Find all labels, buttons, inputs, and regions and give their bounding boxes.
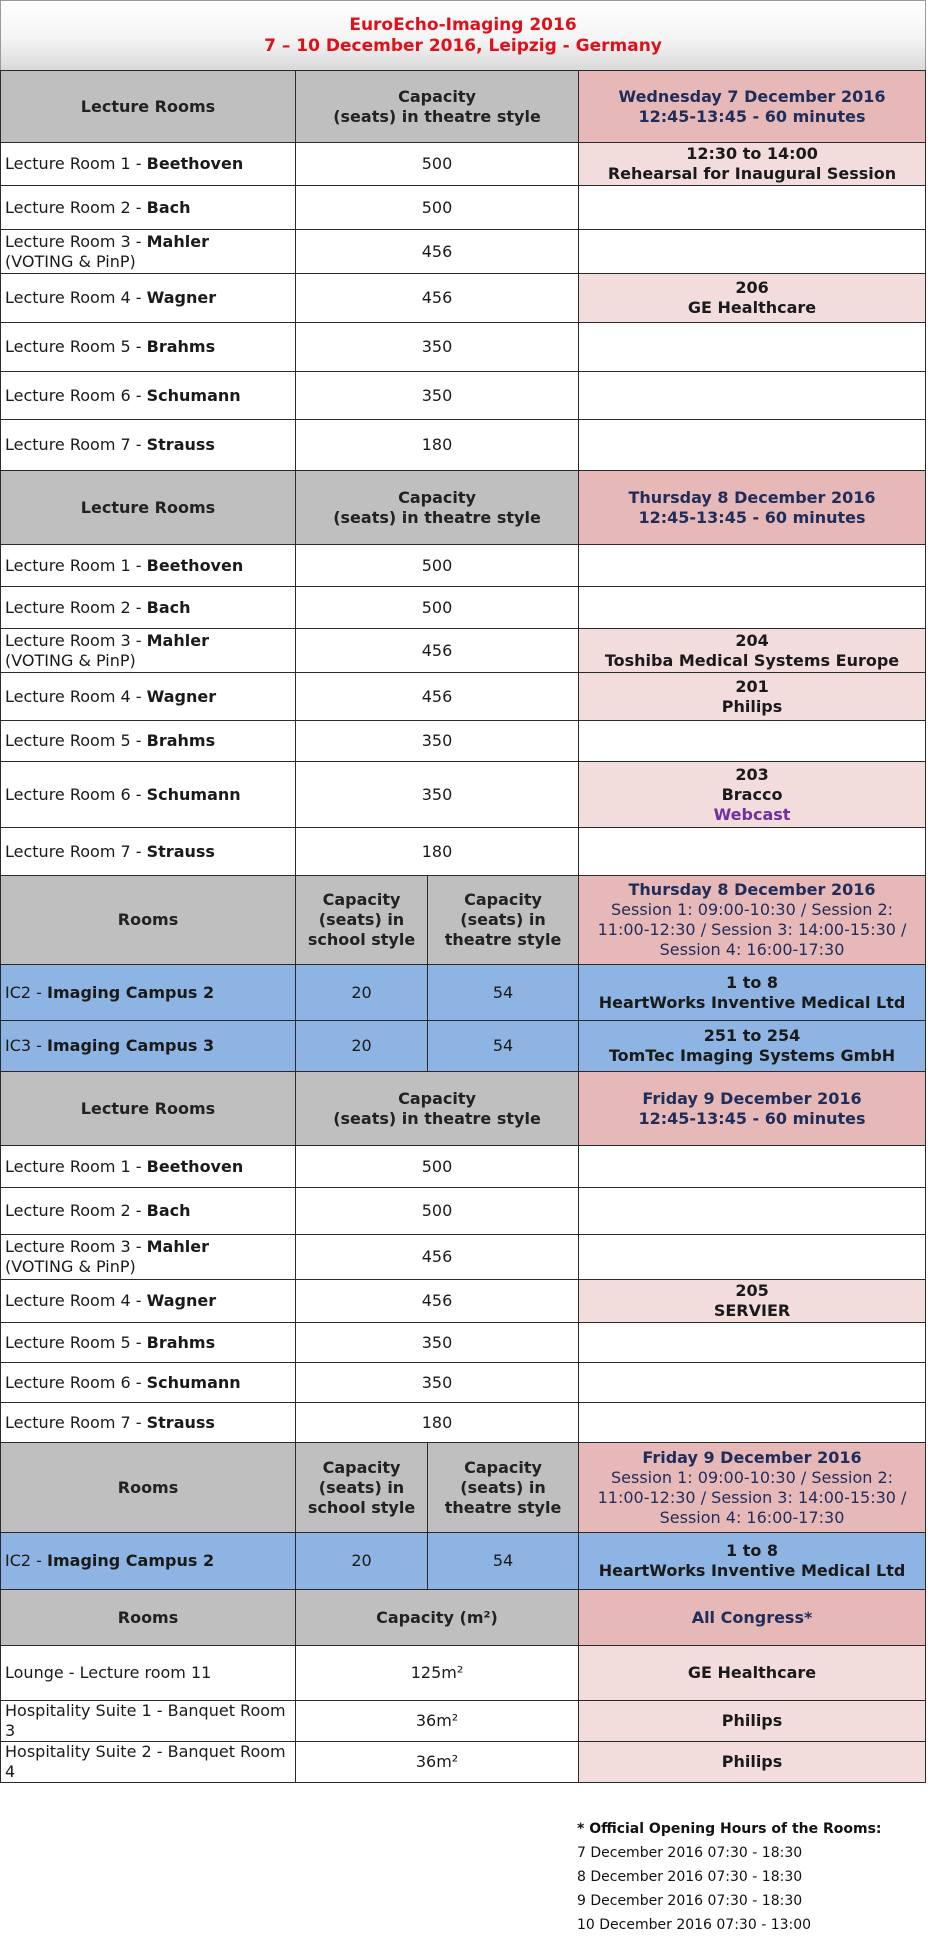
wed-room-row (1, 143, 926, 186)
session-cell (579, 1363, 926, 1403)
session-cell (579, 1323, 926, 1363)
room-name: Imaging Campus 2 (47, 1551, 215, 1570)
thu_campus-campus-row (1, 1021, 926, 1072)
capacity-theatre: 54 (428, 965, 579, 1021)
wed-room-row (1, 186, 926, 230)
room-label (5, 198, 291, 218)
room-capacity: 500 (296, 1146, 579, 1188)
session-cell (579, 587, 926, 629)
room-prefix: Lecture Room 7 - (5, 841, 147, 861)
col-rooms: Rooms (1, 876, 296, 965)
room-prefix: Lecture Room 7 - (5, 435, 147, 454)
room-capacity: 180 (296, 420, 579, 471)
room-prefix: Lecture Room 4 - (5, 1291, 147, 1310)
room-name-cell (1, 143, 296, 186)
venue-name: Hospitality Suite 1 - Banquet Room 3 (1, 1701, 296, 1742)
session-number: 251 to 254 (703, 1026, 801, 1045)
room-name: Brahms (146, 1332, 216, 1352)
fri_campus-campus-row (1, 1533, 926, 1590)
venue-capacity: 36m² (296, 1701, 579, 1742)
col-capacity (296, 71, 579, 143)
session-number: 203 (735, 764, 769, 784)
room-capacity: 500 (296, 186, 579, 230)
session-cell (579, 1533, 926, 1590)
session-cell (579, 545, 926, 587)
all-congress-row (1, 1701, 926, 1742)
event-title: EuroEcho-Imaging 2016 (349, 15, 577, 35)
webcast-label: Webcast (713, 804, 791, 824)
room-capacity: 350 (296, 1323, 579, 1363)
event-dates: 7 – 10 December 2016, Leipzig - Germany (264, 36, 662, 56)
venue-name: Hospitality Suite 2 - Banquet Room 4 (1, 1742, 296, 1783)
room-name: Beethoven (146, 555, 244, 575)
room-name-cell (1, 230, 296, 274)
capacity-school: 20 (296, 1021, 428, 1072)
room-prefix: Lecture Room 5 - (5, 337, 147, 356)
room-name-cell (1, 1323, 296, 1363)
wed-date-header (579, 71, 926, 143)
room-label (5, 1333, 291, 1353)
session-sponsor: HeartWorks Inventive Medical Ltd (598, 992, 906, 1012)
room-prefix: IC3 - (5, 1036, 48, 1055)
room-note: (VOTING & PinP) (5, 1257, 136, 1276)
venue-name: Lounge - Lecture room 11 (1, 1646, 296, 1701)
wed-room-row (1, 372, 926, 420)
session-cell (579, 143, 926, 186)
opening-hours-line: 7 December 2016 07:30 - 18:30 (577, 1845, 803, 1861)
wed-room-row (1, 420, 926, 471)
room-prefix: Lecture Room 2 - (5, 1201, 147, 1220)
venue-sponsor: Philips (579, 1742, 926, 1783)
room-capacity: 456 (296, 1280, 579, 1323)
session-sponsor: HeartWorks Inventive Medical Ltd (598, 1561, 906, 1580)
session-sponsor: Philips (721, 696, 783, 716)
room-name-cell (1, 420, 296, 471)
room-label (5, 631, 291, 651)
room-prefix: Lecture Room 2 - (5, 597, 147, 617)
room-name-cell (1, 1146, 296, 1188)
venue-capacity: 125m² (296, 1646, 579, 1701)
capacity-label-2: (seats) in theatre style (333, 1108, 541, 1128)
room-name: Mahler (146, 630, 209, 650)
fri_campus-header-row (1, 1443, 926, 1533)
thu_campus-campus-row (1, 965, 926, 1021)
opening-hours-line: 9 December 2016 07:30 - 18:30 (577, 1893, 803, 1909)
col-capacity-school: Capacity (seats) in school style (296, 1443, 428, 1533)
fri-date: Friday 9 December 2016 (642, 1088, 862, 1108)
session-number: 1 to 8 (725, 1541, 779, 1560)
thu-room-row (1, 673, 926, 721)
room-name-cell (1, 323, 296, 372)
venue-sponsor: GE Healthcare (579, 1646, 926, 1701)
thu-room-row (1, 762, 926, 828)
room-name: Wagner (146, 686, 217, 706)
col-capacity-theatre: Capacity (seats) in theatre style (428, 876, 579, 965)
room-prefix: Lecture Room 3 - (5, 630, 147, 650)
fri-room-row (1, 1403, 926, 1443)
room-capacity: 350 (296, 762, 579, 828)
session-cell (579, 762, 926, 828)
room-name: Imaging Campus 2 (47, 982, 215, 1002)
thu-room-row (1, 587, 926, 629)
room-name-cell (1, 372, 296, 420)
room-name: Bach (146, 597, 191, 617)
room-prefix: Lecture Room 4 - (5, 686, 147, 706)
room-label (5, 1291, 291, 1311)
venue-sponsor: Philips (579, 1701, 926, 1742)
session-cell (579, 323, 926, 372)
room-prefix: Lecture Room 5 - (5, 1332, 147, 1352)
col-lecture-rooms: Lecture Rooms (1, 471, 296, 545)
room-label (5, 1373, 291, 1393)
room-name: Bach (146, 197, 191, 217)
room-name: Imaging Campus 3 (47, 1036, 215, 1055)
event-header (0, 0, 926, 71)
room-name: Wagner (146, 1291, 217, 1310)
thu-date: Thursday 8 December 2016 (628, 487, 876, 507)
session-cell (579, 1146, 926, 1188)
session-cell (579, 673, 926, 721)
room-name-cell (1, 1403, 296, 1443)
room-label (5, 785, 291, 805)
all-congress-header: All Congress* (579, 1590, 926, 1646)
all-congress-row (1, 1646, 926, 1701)
room-name-cell (1, 587, 296, 629)
session-cell (579, 721, 926, 762)
session-sponsor: SERVIER (713, 1301, 791, 1320)
room-name: Mahler (146, 231, 209, 251)
room-prefix: Lecture Room 6 - (5, 784, 147, 804)
room-name: Wagner (146, 288, 217, 307)
room-prefix: IC2 - (5, 982, 48, 1002)
room-name: Beethoven (146, 154, 244, 173)
col-capacity (296, 1072, 579, 1146)
room-prefix: Lecture Room 1 - (5, 1156, 147, 1176)
room-label (5, 556, 291, 576)
fri-date-header (579, 1072, 926, 1146)
thu-room-row (1, 828, 926, 876)
room-name: Schumann (146, 385, 241, 405)
capacity-theatre: 54 (428, 1021, 579, 1072)
room-name-cell (1, 274, 296, 323)
room-name: Strauss (146, 435, 215, 454)
room-name: Schumann (146, 1372, 241, 1392)
room-name: Strauss (146, 841, 215, 861)
wed-room-row (1, 274, 926, 323)
thu_campus-date-header (579, 876, 926, 965)
room-name-cell (1, 1280, 296, 1323)
col-capacity (296, 471, 579, 545)
room-capacity: 180 (296, 1403, 579, 1443)
session-number: 204 (735, 630, 769, 650)
session-sponsor: Toshiba Medical Systems Europe (604, 650, 900, 670)
room-capacity: 500 (296, 143, 579, 186)
thu-header-row (1, 471, 926, 545)
wed-header-row (1, 71, 926, 143)
room-name-cell (1, 1235, 296, 1280)
all-congress-row (1, 1742, 926, 1783)
room-name-cell (1, 629, 296, 673)
room-label (5, 1237, 291, 1257)
thu-time: 12:45-13:45 - 60 minutes (638, 507, 866, 527)
room-prefix: Lecture Room 2 - (5, 197, 147, 217)
room-capacity: 456 (296, 673, 579, 721)
col-lecture-rooms: Lecture Rooms (1, 1072, 296, 1146)
room-name: Bach (146, 1201, 191, 1220)
room-prefix: Lecture Room 1 - (5, 555, 147, 575)
col-lecture-rooms: Lecture Rooms (1, 71, 296, 143)
room-label (5, 232, 291, 252)
session-cell (579, 274, 926, 323)
session-cell (579, 1403, 926, 1443)
room-label (5, 435, 291, 455)
session-sponsor: Bracco (721, 784, 783, 804)
session-cell (579, 1280, 926, 1323)
room-label (5, 386, 291, 406)
room-capacity: 456 (296, 1235, 579, 1280)
campus-room-cell (1, 965, 296, 1021)
opening-hours-line: 8 December 2016 07:30 - 18:30 (577, 1869, 803, 1885)
session-cell (579, 372, 926, 420)
wed-time: 12:45-13:45 - 60 minutes (638, 106, 866, 126)
room-label (5, 842, 291, 862)
thu_campus-sessions: Session 1: 09:00-10:30 / Session 2: 11:00-12:30 / Session 3: 14:00-15:30 / Session 4: 16:00-17:30 (597, 900, 907, 959)
session-cell (579, 186, 926, 230)
opening-hours-footnote (577, 1817, 917, 1937)
capacity-theatre: 54 (428, 1533, 579, 1590)
room-capacity: 500 (296, 587, 579, 629)
session-sponsor: TomTec Imaging Systems GmbH (608, 1046, 896, 1065)
room-name-cell (1, 545, 296, 587)
room-name-cell (1, 673, 296, 721)
campus-room-cell (1, 1533, 296, 1590)
room-label (5, 598, 291, 618)
room-name: Brahms (146, 731, 216, 750)
session-sponsor: GE Healthcare (687, 298, 817, 317)
wed-date: Wednesday 7 December 2016 (618, 86, 886, 106)
room-prefix: Lecture Room 6 - (5, 385, 147, 405)
col-rooms: Rooms (1, 1443, 296, 1533)
room-prefix: Lecture Room 4 - (5, 288, 147, 307)
capacity-label-1: Capacity (398, 487, 476, 507)
room-prefix: Lecture Room 5 - (5, 731, 147, 750)
col-capacity-school: Capacity (seats) in school style (296, 876, 428, 965)
room-note: (VOTING & PinP) (5, 650, 136, 670)
room-capacity: 350 (296, 721, 579, 762)
session-number: 1 to 8 (725, 972, 779, 992)
room-prefix: Lecture Room 3 - (5, 231, 147, 251)
thu-room-row (1, 545, 926, 587)
col-capacity-theatre: Capacity (seats) in theatre style (428, 1443, 579, 1533)
room-name: Strauss (146, 1412, 215, 1432)
session-cell (579, 230, 926, 274)
col-rooms: Rooms (1, 1590, 296, 1646)
room-label (5, 731, 291, 751)
room-label (5, 337, 291, 357)
room-capacity: 500 (296, 545, 579, 587)
room-name-cell (1, 1188, 296, 1235)
fri_campus-date: Friday 9 December 2016 (642, 1447, 862, 1467)
col-capacity-m2: Capacity (m²) (296, 1590, 579, 1646)
capacity-label-1: Capacity (398, 1088, 476, 1108)
room-name-cell (1, 1363, 296, 1403)
capacity-label-1: Capacity (398, 86, 476, 106)
capacity-label-2: (seats) in theatre style (333, 106, 541, 126)
thu_campus-header-row (1, 876, 926, 965)
fri-room-row (1, 1280, 926, 1323)
room-schedule-table (0, 70, 926, 1783)
room-name: Brahms (146, 337, 216, 356)
room-prefix: Lecture Room 7 - (5, 1412, 147, 1432)
session-cell (579, 629, 926, 673)
session-number: 12:30 to 14:00 (686, 144, 818, 163)
session-cell (579, 965, 926, 1021)
room-prefix: Lecture Room 6 - (5, 1372, 147, 1392)
room-name-cell (1, 828, 296, 876)
session-cell (579, 1188, 926, 1235)
fri-room-row (1, 1188, 926, 1235)
room-name-cell (1, 186, 296, 230)
room-capacity: 350 (296, 1363, 579, 1403)
room-label (5, 687, 291, 707)
room-capacity: 456 (296, 230, 579, 274)
room-capacity: 180 (296, 828, 579, 876)
room-capacity: 350 (296, 372, 579, 420)
venue-capacity: 36m² (296, 1742, 579, 1783)
session-sponsor: Rehearsal for Inaugural Session (607, 164, 897, 183)
room-label (5, 154, 291, 174)
thu-room-row (1, 629, 926, 673)
room-capacity: 456 (296, 274, 579, 323)
session-cell (579, 420, 926, 471)
session-cell (579, 828, 926, 876)
fri-room-row (1, 1323, 926, 1363)
capacity-school: 20 (296, 965, 428, 1021)
room-name-cell (1, 762, 296, 828)
opening-hours-title: * Official Opening Hours of the Rooms: (577, 1821, 882, 1837)
session-number: 201 (735, 676, 769, 696)
thu-room-row (1, 721, 926, 762)
room-note: (VOTING & PinP) (5, 251, 136, 271)
room-capacity: 500 (296, 1188, 579, 1235)
room-prefix: Lecture Room 1 - (5, 154, 147, 173)
session-number: 206 (735, 278, 769, 297)
session-number: 205 (735, 1281, 769, 1300)
room-name: Mahler (146, 1237, 209, 1256)
room-label (5, 1157, 291, 1177)
room-prefix: Lecture Room 3 - (5, 1237, 147, 1256)
fri-room-row (1, 1363, 926, 1403)
wed-room-row (1, 323, 926, 372)
room-label (5, 1413, 291, 1433)
room-label (5, 288, 291, 308)
fri_campus-sessions: Session 1: 09:00-10:30 / Session 2: 11:00-12:30 / Session 3: 14:00-15:30 / Session 4: 16:00-17:30 (597, 1467, 907, 1527)
room-name: Beethoven (146, 1156, 244, 1176)
room-prefix: IC2 - (5, 1551, 48, 1570)
fri-room-row (1, 1146, 926, 1188)
campus-room-cell (1, 1021, 296, 1072)
room-name-cell (1, 721, 296, 762)
thu-date-header (579, 471, 926, 545)
wed-room-row (1, 230, 926, 274)
fri-room-row (1, 1235, 926, 1280)
room-name: Schumann (146, 784, 241, 804)
session-cell (579, 1235, 926, 1280)
room-label (5, 1201, 291, 1221)
room-capacity: 350 (296, 323, 579, 372)
thu_campus-date: Thursday 8 December 2016 (628, 880, 876, 899)
fri_campus-date-header (579, 1443, 926, 1533)
fri-time: 12:45-13:45 - 60 minutes (638, 1108, 866, 1128)
session-cell (579, 1021, 926, 1072)
capacity-label-2: (seats) in theatre style (333, 507, 541, 527)
fri-header-row (1, 1072, 926, 1146)
all-congress-header-row (1, 1590, 926, 1646)
room-capacity: 456 (296, 629, 579, 673)
capacity-school: 20 (296, 1533, 428, 1590)
opening-hours-line: 10 December 2016 07:30 - 13:00 (577, 1917, 812, 1933)
